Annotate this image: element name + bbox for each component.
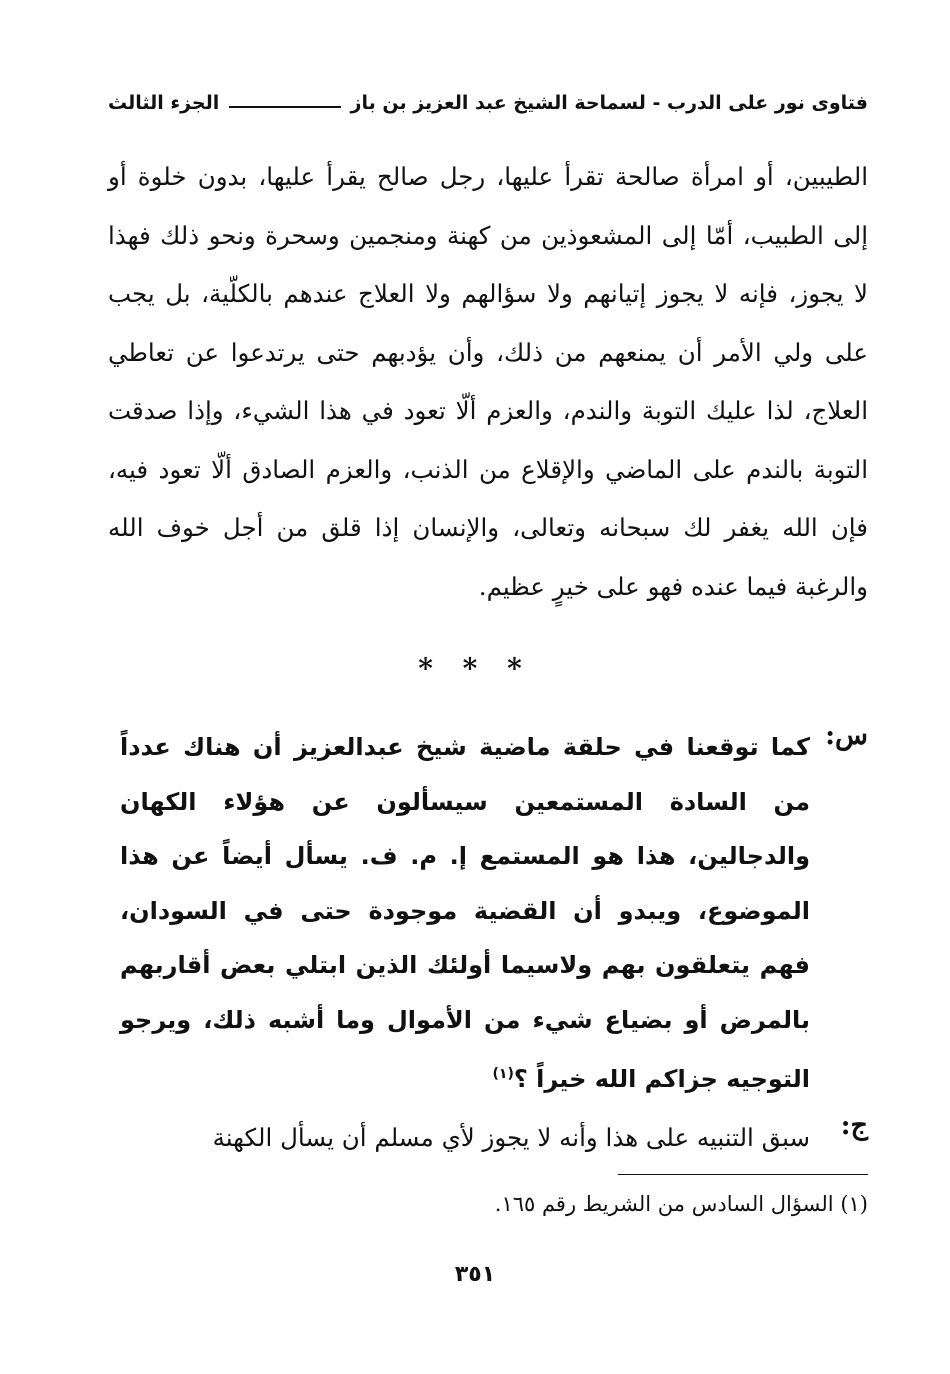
answer-block (108, 1110, 868, 1166)
body-paragraph: الطيبين، أو امرأة صالحة تقرأ عليها، رجل صالح يقرأ عليها، بدون خلوة أو إلى الطبيب، أمّا إلى المشعوذين من كهنة ومنجمين وسحرة ونحو ذلك فهذا لا يجوز، فإنه لا يجوز إتيانهم ولا سؤالهم ولا العلاج عندهم بالكلّية، بل يجب على ولي الأمر أن يمنعهم من ذلك، وأن يؤدبهم حتى يرتدعوا عن تعاطي العلاج، لذا عليك التوبة والندم، والعزم ألّا تعود في هذا الشيء، وإذا صدقت التوبة بالندم على الماضي والإقلاع من الذنب، والعزم الصادق ألّا تعود فيه، فإن الله يغفر لك سبحانه وتعالى، والإنسان إذا قلق من أجل خوف الله والرغبة فيما عنده فهو على خيرٍ عظيم. (108, 162, 868, 601)
answer-label: ج: (840, 1110, 868, 1141)
question-label: س: (825, 720, 868, 751)
section-separator: * * * (418, 652, 532, 685)
header-rule (229, 106, 340, 108)
volume-label: الجزء الثالث (108, 92, 220, 114)
footnote: (١) السؤال السادس من الشريط رقم ١٦٥. (494, 1192, 868, 1216)
running-header (108, 92, 868, 114)
question-block (108, 720, 868, 1107)
page-number: ٣٥١ (454, 1262, 496, 1287)
book-title: فتاوى نور على الدرب - لسماحة الشيخ عبد العزيز بن باز (350, 92, 868, 114)
footnote-rule (618, 1174, 868, 1175)
answer-text: سبق التنبيه على هذا وأنه لا يجوز لأي مسلم أن يسأل الكهنة (212, 1123, 810, 1152)
question-text-wrapper (120, 720, 810, 1107)
footnote-reference: (١) (492, 1066, 514, 1082)
question-text: كما توقعنا في حلقة ماضية شيخ عبدالعزيز أن هناك عدداً من السادة المستمعين سيسألون عن هؤلاء الكهان والدجالين، هذا هو المستمع إ. م. ف. يسأل أيضاً عن هذا الموضوع، ويبدو أن القضية موجودة حتى في السودان، فهم يتعلقون بهم ولاسيما أولئك الذين ابتلي بعض أقاربهم بالمرض أو بضياع شيء من الأموال وما أشبه ذلك، ويرجو التوجيه جزاكم الله خيراً ؟ (120, 733, 810, 1093)
